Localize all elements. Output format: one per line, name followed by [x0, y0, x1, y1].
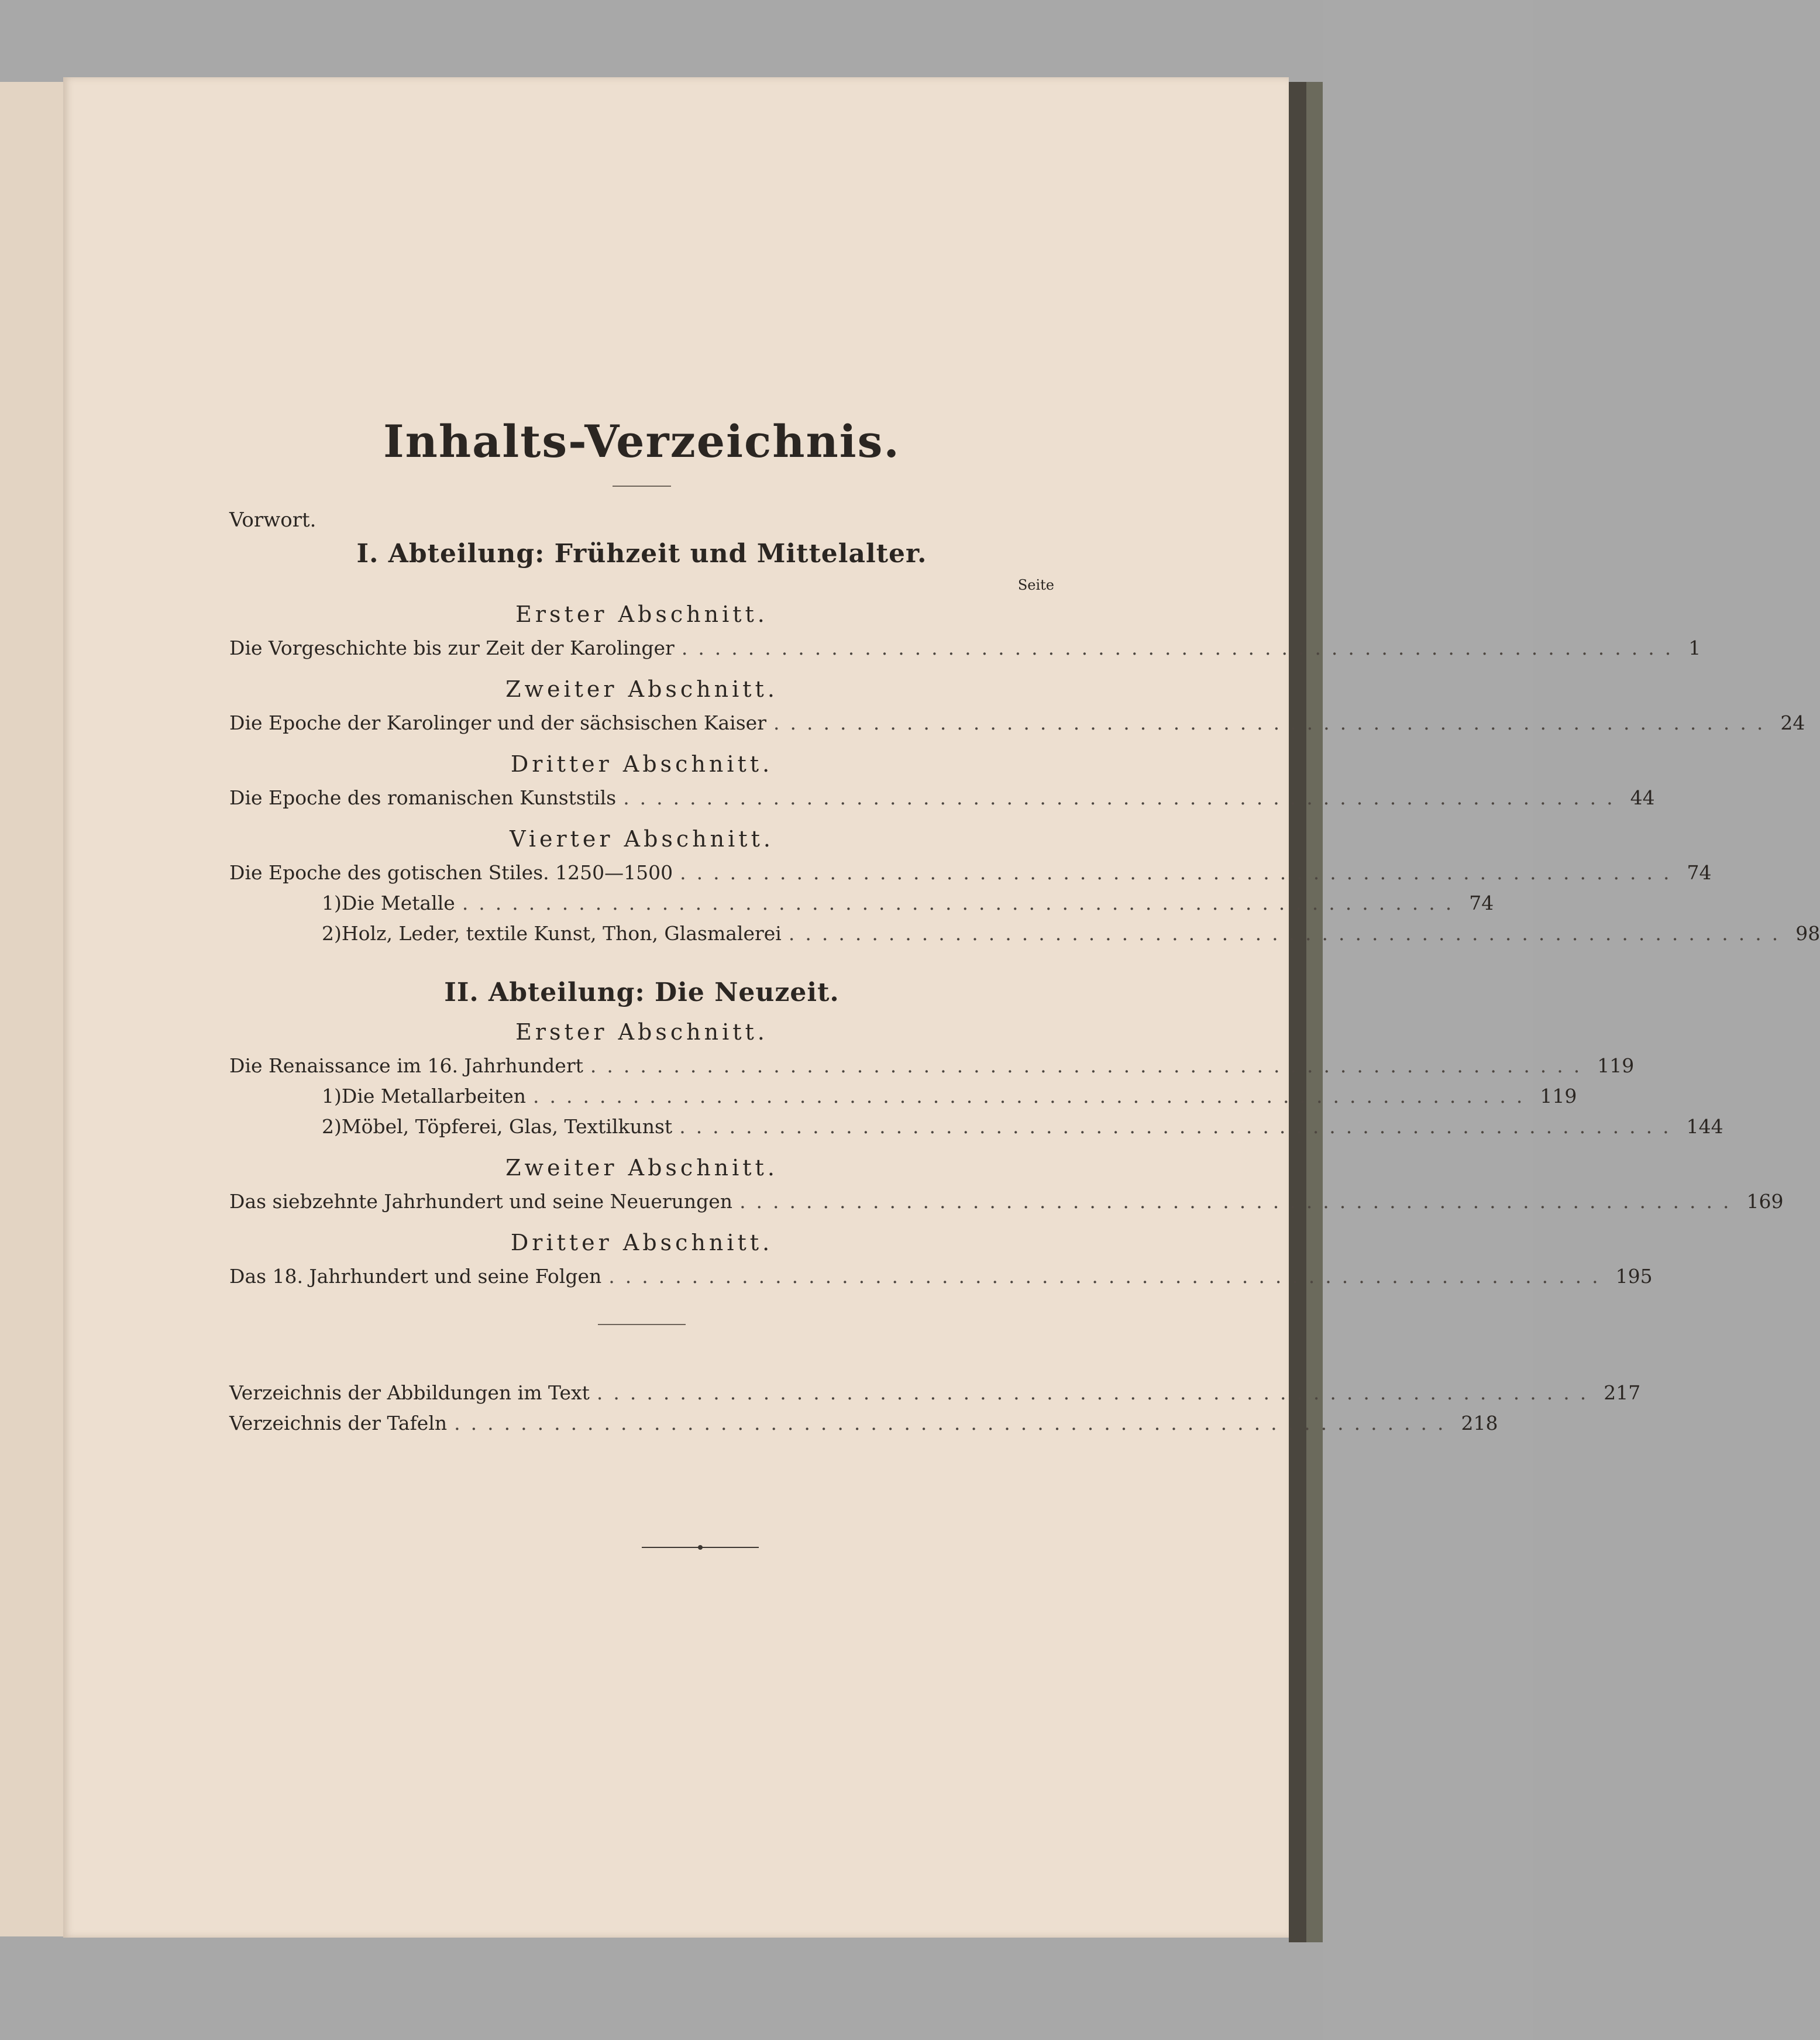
entry-page: 74 [1469, 892, 1494, 914]
entry-text: Die Metallarbeiten [341, 1085, 526, 1107]
leader-dots: ............................................................ [596, 1381, 1597, 1404]
section-title: Dritter Abschnitt. [510, 751, 773, 777]
subentry-index: 1) [322, 892, 342, 914]
entry-text: Die Epoche des gotischen Stiles. 1250—1500 [229, 861, 673, 884]
title-divider [613, 486, 671, 487]
toc-entry [229, 1261, 1653, 1292]
entry-page: 217 [1604, 1381, 1641, 1404]
subentry-index: 2) [322, 922, 342, 945]
subentry-index: 1) [322, 1085, 342, 1107]
entry-page: 195 [1615, 1265, 1653, 1288]
page-title: Inhalts-Verzeichnis. [383, 415, 900, 467]
entry-page: 119 [1540, 1085, 1577, 1107]
section-title: Zweiter Abschnitt. [505, 676, 778, 702]
entry-page: 119 [1597, 1054, 1635, 1077]
entry-page: 74 [1687, 861, 1712, 884]
entry-page: 98 [1795, 922, 1820, 945]
toc-entry [229, 708, 1805, 738]
leader-dots: ............................................................ [532, 1085, 1533, 1107]
leader-dots: ............................................................ [739, 1190, 1740, 1213]
entry-text: Verzeichnis der Tafeln [229, 1412, 448, 1434]
section-title: Erster Abschnitt. [515, 1019, 768, 1045]
part-title: I. Abteilung: Frühzeit und Mittelalter. [356, 539, 927, 569]
toc-subentry [229, 888, 1494, 918]
leader-dots: ............................................................ [681, 637, 1682, 659]
entry-text: Möbel, Töpferei, Glas, Textilkunst [341, 1115, 673, 1138]
entry-text: Das 18. Jahrhundert und seine Folgen [229, 1265, 602, 1288]
toc-entry [229, 1186, 1784, 1217]
book-binding [1289, 82, 1306, 1942]
entry-page: 44 [1630, 786, 1655, 809]
end-ornament [229, 1541, 1054, 1559]
entry-text: Die Epoche des romanischen Kunststils [229, 786, 617, 809]
section-title: Erster Abschnitt. [515, 601, 768, 627]
leader-dots: ............................................................ [623, 786, 1623, 809]
leader-dots: ............................................................ [680, 861, 1680, 884]
toc-entry [229, 633, 1701, 663]
toc-entry [229, 1051, 1635, 1081]
leader-dots: ............................................................ [590, 1054, 1591, 1077]
leader-dots: ............................................................ [788, 922, 1789, 945]
toc-subentry [229, 918, 1820, 949]
ornament-dot [698, 1545, 703, 1550]
entry-text: Die Metalle [341, 892, 455, 914]
entry-page: 169 [1746, 1190, 1784, 1213]
entry-page: 218 [1461, 1412, 1498, 1434]
section-title: Vierter Abschnitt. [510, 826, 774, 852]
facing-page-edge [0, 82, 65, 1936]
entry-page: 1 [1688, 637, 1701, 659]
scan-background [1323, 0, 1533, 2040]
appendix-entry [229, 1408, 1498, 1439]
toc-entry [229, 783, 1655, 813]
leader-dots: ............................................................ [462, 892, 1463, 914]
leader-dots: ............................................................ [679, 1115, 1680, 1138]
entry-text: Die Epoche der Karolinger und der sächsischen Kaiser [229, 711, 766, 734]
leader-dots: ............................................................ [608, 1265, 1609, 1288]
entry-text: Die Renaissance im 16. Jahrhundert [229, 1054, 583, 1077]
subentry-index: 2) [322, 1115, 342, 1138]
section-title: Dritter Abschnitt. [510, 1230, 773, 1255]
entry-page: 144 [1686, 1115, 1723, 1138]
toc-entry [229, 858, 1712, 888]
page-column-label: Seite [1017, 577, 1054, 593]
preface-entry: Vorwort. [229, 508, 316, 532]
entry-text: Verzeichnis der Abbildungen im Text [229, 1381, 590, 1404]
part-title: II. Abteilung: Die Neuzeit. [444, 978, 840, 1007]
entry-page: 24 [1780, 711, 1805, 734]
toc-subentry [229, 1112, 1723, 1142]
entry-text: Holz, Leder, textile Kunst, Thon, Glasmalerei [341, 922, 782, 945]
appendix-entry [229, 1378, 1641, 1408]
entry-text: Die Vorgeschichte bis zur Zeit der Karolinger [229, 637, 675, 659]
section-title: Zweiter Abschnitt. [505, 1155, 778, 1181]
entry-text: Das siebzehnte Jahrhundert und seine Neuerungen [229, 1190, 733, 1213]
table-of-contents [229, 410, 1820, 1559]
leader-dots: ............................................................ [773, 711, 1774, 734]
toc-subentry [229, 1081, 1577, 1112]
book-cover-edge [1306, 82, 1323, 1942]
leader-dots: ............................................................ [454, 1412, 1454, 1434]
